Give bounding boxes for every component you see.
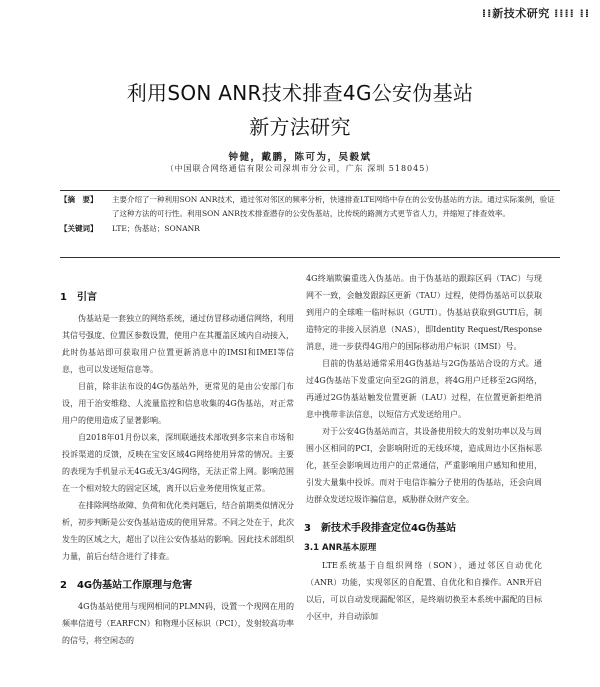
paragraph: 目前，除非法布设的4G伪基站外，更常见的是由公安部门布设，用于治安维稳、人流量监控和信息收集的4G伪基站，对正常用户的使用造成了显著影响。 — [62, 382, 294, 425]
journal-section-header — [482, 5, 590, 21]
abstract-row — [60, 193, 560, 220]
abstract-bottom-rule — [60, 257, 560, 258]
section-1-heading: 1 引言 — [60, 292, 97, 303]
section-3-heading: 3 新技术手段排查定位4G伪基站 — [304, 523, 457, 534]
title-line-1: 利用SON ANR技术排查4G公安伪基站 — [126, 81, 474, 105]
abstract-top-rule — [60, 190, 560, 191]
title-line-2: 新方法研究 — [249, 115, 351, 139]
paragraph: LTE系统基于自组织网络（SON），通过邻区自动优化（ANR）功能，实现邻区的自配置、自优化和自操作。ANR开启以后，可以自动发现漏配邻区，是终端切换至本系统中漏配的目标小区中，并自动添加 — [306, 561, 542, 621]
abstract-label: 【摘 要】 — [60, 195, 98, 204]
subsection-3-1-heading: 3.1 ANR基本原理 — [304, 543, 377, 553]
paragraph: 4G终端欺骗重选入伪基站。由于伪基站的跟踪区码（TAC）与现网不一致，会触发跟踪区更新（TAU）过程，使得伪基站可以获取到用户的全球唯一临时标识（GUTI）。伪基站获取到GUTI后，制造特定的非接入层消息（NAS），即Identity Request/Response消息，进一步获得4G用户的国际移动用户标识（IMSI）号。 — [306, 274, 542, 351]
paragraph: 目前的伪基站通常采用4G伪基站与2G伪基站合设的方式。通过4G伪基站下发重定向至2G的消息，将4G用户迁移至2G网络，再通过2G伪基站触发位置更新（LAU）过程，在位置更新拒绝消息中携带非法信息，以短信方式发送给用户。 — [306, 359, 542, 419]
left-column — [62, 286, 294, 649]
authors: 钟健，戴鹏，陈可为，吴毅斌 — [228, 152, 372, 163]
header-section-name: 新技术研究 — [492, 7, 550, 20]
header-bars-left: ⁞⁞ — [481, 7, 493, 20]
paragraph: 对于公安4G伪基站而言，其设备使用较大的发射功率以及与周围小区相同的PCI，会影响附近的无线环境，造成周边小区指标恶化，甚至会影响周边用户的正常通信，严重影响用户感知和使用，引发大量集中投诉。而对于电信诈骗分子使用的伪基站，还会向周边群众发送垃圾诈骗信息，威胁群众财产安全。 — [306, 427, 542, 504]
article-title — [0, 76, 600, 144]
paragraph: 4G伪基站使用与现网相同的PLMN码，设置一个现网在用的频率信道号（EARFCN）和物理小区标识（PCI），发射较高功率的信号，将空闲态的 — [62, 602, 294, 645]
right-column — [306, 270, 542, 625]
paragraph: 伪基站是一套独立的网络系统，通过仿冒移动通信网络，利用其信号强度、位置区参数设置，使用户在其覆盖区域内自动接入，此时伪基站即可获取用户位置更新消息中的IMSI和IMEI等信息，也可以发送短信息等。 — [62, 314, 294, 374]
header-bars-right: ⁞⁞⁞⁞ ⁞⁞ — [554, 7, 590, 20]
affiliation: （中国联合网络通信有限公司深圳市分公司，广东 深圳 518045） — [165, 164, 435, 173]
keywords-label: 【关键词】 — [60, 224, 98, 233]
keywords-row — [60, 222, 560, 236]
keywords-text: LTE；伪基站；SONANR — [112, 224, 200, 233]
abstract-block — [60, 193, 560, 236]
section-2-heading: 2 4G伪基站工作原理与危害 — [60, 580, 193, 591]
abstract-text: 主要介绍了一种利用SON ANR技术，通过邻对邻区的频率分析，快速排查LTE网络中存在的公安伪基站的方法。通过实际案例，验证了这种方法的可行性。利用SON ANR技术排查潜存的公安伪基站，比传统的路测方式更节省人力，并缩短了排查效率。 — [112, 195, 555, 218]
paragraph: 自2018年01月份以来，深圳联通技术部收到多宗来自市场和投诉渠道的反馈，反映在宝安区域4G网络使用异常的情况。主要的表现为手机显示无4G或无3/4G网络，无法正常上网。影响范围在一个相对较大的固定区域，离开以后业务使用恢复正常。 — [62, 433, 294, 493]
paragraph: 在排除网络故障、负荷和优化类问题后，结合前期类似情况分析，初步判断是公安伪基站造成的使用异常。不同之处在于，此次发生的区域之大，超出了以往公安伪基站的影响。因此技术部组织力量，前后台结合进行了排查。 — [62, 501, 294, 561]
